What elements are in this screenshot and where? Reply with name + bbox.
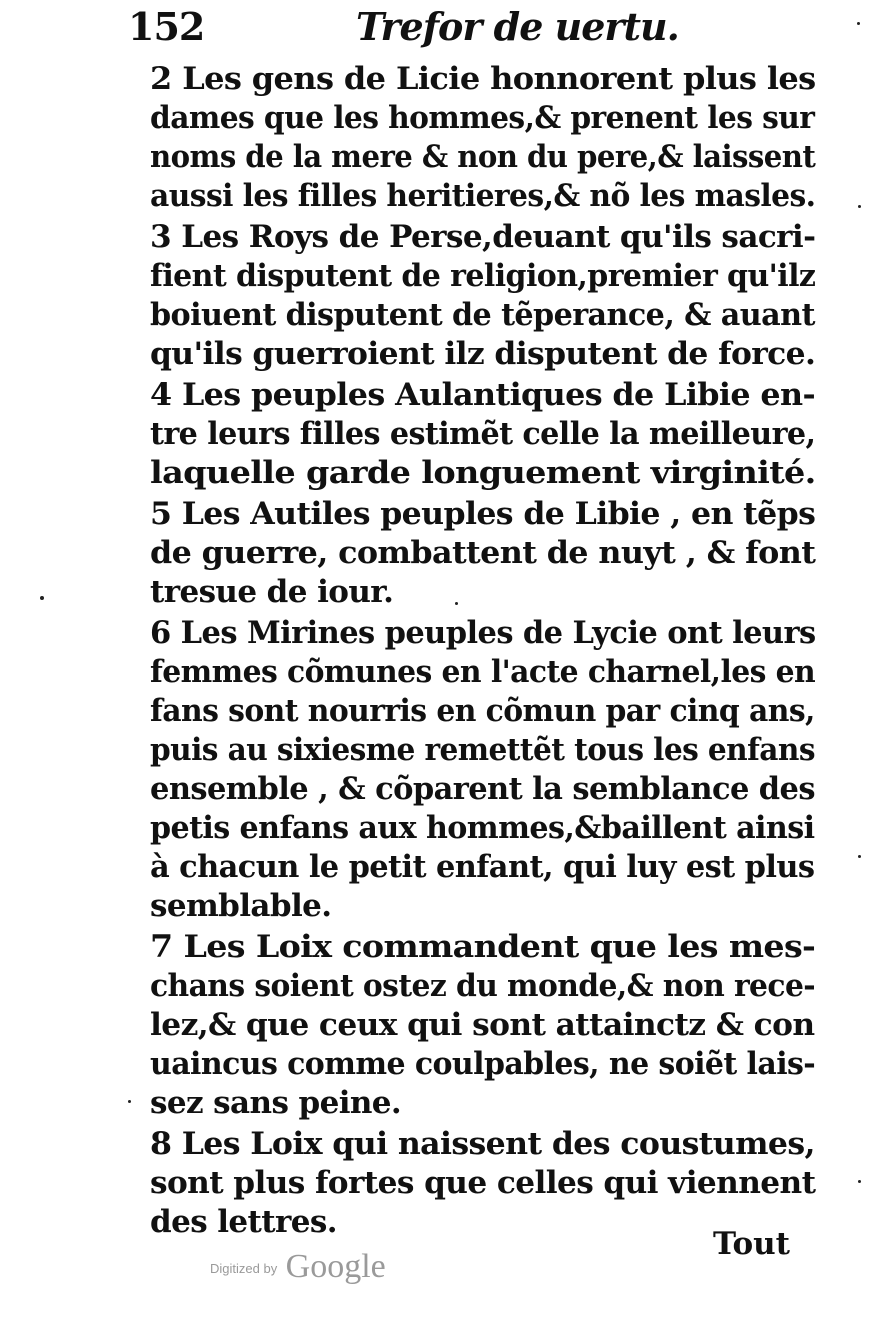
paragraph	[150, 60, 815, 216]
text-line: tresue de iour.	[150, 574, 394, 610]
text-line: noms de la mere & non du pere,& laissent	[150, 139, 816, 175]
page-header	[128, 4, 679, 60]
text-line: 7 Les Loix commandent que les mes-	[150, 929, 816, 965]
text-line: de guerre, combattent de nuyt , & font	[150, 535, 816, 571]
text-line: des lettres.	[150, 1204, 337, 1240]
ink-speck	[858, 855, 861, 858]
text-line: aussi les filles heritieres,& nõ les masles.	[150, 178, 816, 214]
digitized-watermark	[210, 1248, 386, 1286]
text-line: femmes cõmunes en l'acte charnel,les en	[150, 654, 816, 690]
text-line: laquelle garde longuement virginité.	[150, 455, 816, 491]
ink-speck	[858, 1180, 861, 1183]
ink-speck	[858, 205, 861, 208]
ink-speck	[455, 602, 458, 605]
text-line: chans soient ostez du monde,& non rece-	[150, 968, 816, 1004]
text-line: uaincus comme coulpables, ne soiẽt lais-	[150, 1046, 816, 1082]
text-line: petis enfans aux hommes,&baillent ainsi	[150, 810, 815, 846]
text-line: boiuent disputent de tẽperance, & auant	[150, 297, 815, 333]
google-logo: Google	[285, 1248, 386, 1285]
text-line: puis au sixiesme remettẽt tous les enfans	[150, 732, 815, 768]
running-title: Trefor de uertu.	[356, 4, 679, 49]
text-line: 2 Les gens de Licie honnorent plus les	[150, 61, 816, 97]
paragraph	[150, 218, 815, 374]
text-line: ensemble , & cõparent la semblance des	[150, 771, 815, 807]
text-line: fient disputent de religion,premier qu'ilz	[150, 258, 816, 294]
text-line: 5 Les Autiles peuples de Libie , en tẽps	[150, 496, 816, 532]
ink-speck	[40, 596, 44, 600]
paragraph	[150, 928, 815, 1123]
watermark-small-text: Digitized by	[210, 1261, 278, 1276]
text-line: qu'ils guerroient ilz disputent de force.	[150, 336, 816, 372]
paragraph	[150, 376, 815, 493]
text-line: à chacun le petit enfant, qui luy est plus	[150, 849, 815, 885]
body-text	[150, 60, 815, 1244]
text-line: lez,& que ceux qui sont attainctz & con	[150, 1007, 815, 1043]
text-line: 8 Les Loix qui naissent des coustumes,	[150, 1126, 815, 1162]
ink-speck	[128, 1100, 131, 1103]
text-line: sez sans peine.	[150, 1085, 402, 1121]
text-line: dames que les hommes,& prenent les sur	[150, 100, 815, 136]
text-line: semblable.	[150, 888, 332, 924]
page-number: 152	[128, 4, 205, 49]
ink-speck	[857, 22, 860, 25]
paragraph	[150, 1125, 815, 1242]
text-line: sont plus fortes que celles qui viennent	[150, 1165, 816, 1201]
paragraph	[150, 614, 815, 926]
text-line: 6 Les Mirines peuples de Lycie ont leurs	[150, 615, 816, 651]
text-line: 3 Les Roys de Perse,deuant qu'ils sacri-	[150, 219, 816, 255]
paragraph	[150, 495, 815, 612]
text-line: tre leurs filles estimẽt celle la meilleure,	[150, 416, 816, 452]
text-line: 4 Les peuples Aulantiques de Libie en-	[150, 377, 816, 413]
text-line: fans sont nourris en cõmun par cinq ans,	[150, 693, 815, 729]
catchword: Tout	[712, 1226, 790, 1262]
